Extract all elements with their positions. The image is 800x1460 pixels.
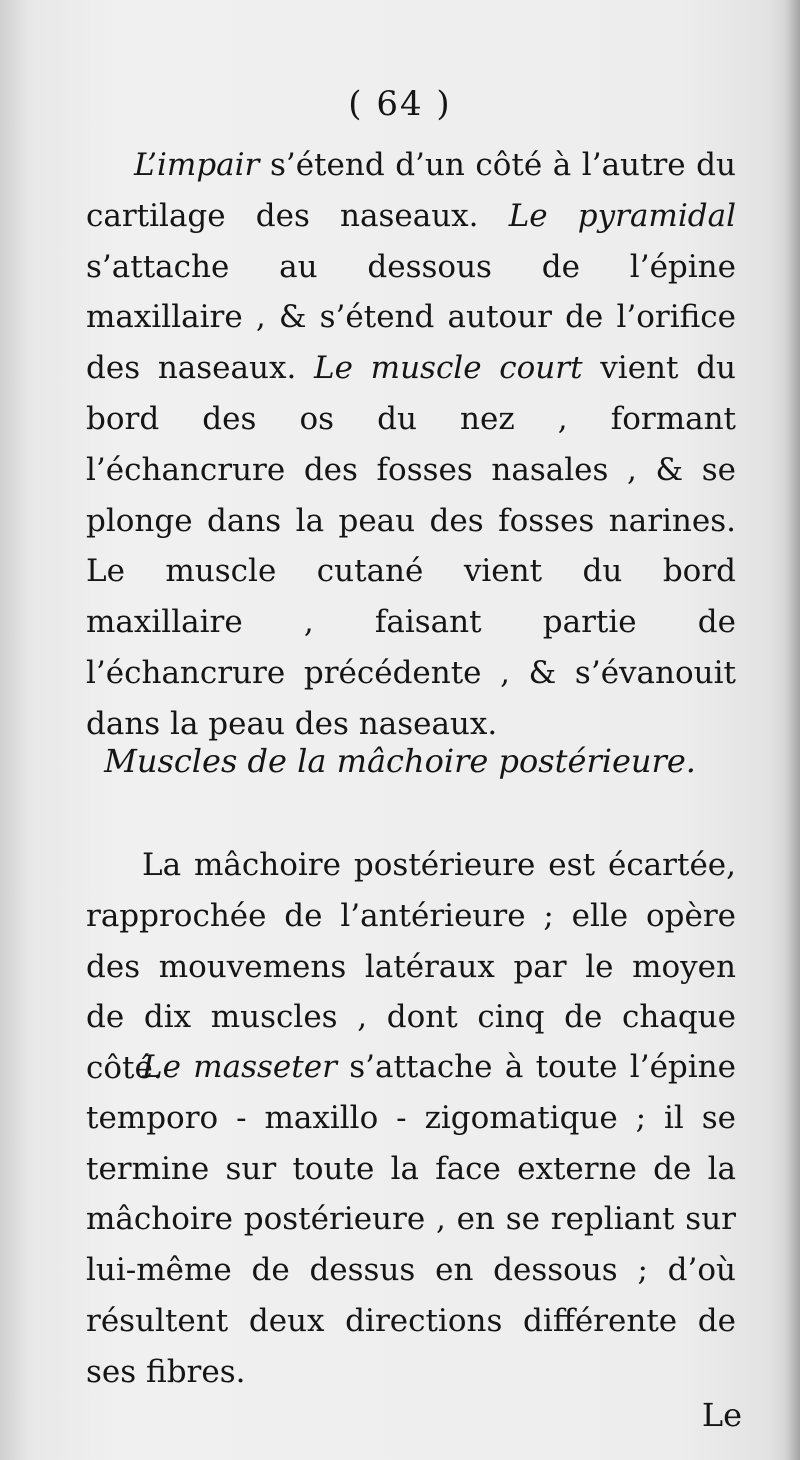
term-impair: L’impair bbox=[134, 147, 260, 183]
paragraph-jaw-movement: La mâchoire postérieure est écartée, rapprochée de l’antérieure ; elle opère des mouvemens latéraux par le moyen de dix muscles , dont cinq de chaque côté. bbox=[86, 847, 736, 1087]
text-masseter: s’attache à toute l’épine temporo - maxillo - zigomatique ; il se termine sur toute la face externe de la mâchoire postérieure , en se repliant sur lui-même de dessus en dessous ; d’où résultent deux directions différente de ses fibres. bbox=[86, 1049, 736, 1390]
term-masseter: Le masseter bbox=[142, 1049, 337, 1085]
section-heading: Muscles de la mâchoire postérieure. bbox=[104, 742, 696, 780]
term-pyramidal: Le pyramidal bbox=[508, 197, 736, 234]
text-muscle-court: vient du bord des os du nez , formant l’échancrure des fosses nasales , & se plonge dans la peau des fosses narines. Le muscle cutané vient du bord maxillaire , faisant partie de l’échancrure précédente , & s’évanouit dans la peau des naseaux. bbox=[86, 350, 737, 742]
page-number: ( 64 ) bbox=[348, 84, 452, 124]
term-muscle-court: Le muscle court bbox=[314, 350, 583, 387]
paragraph-nose-muscles bbox=[86, 140, 736, 750]
page-edge-shadow bbox=[786, 0, 800, 1460]
catchword: Le bbox=[701, 1396, 742, 1434]
text-pyramidal: s’attache au dessous de l’épine maxillaire , & s’étend autour de l’orifice des naseaux. bbox=[86, 248, 736, 387]
text-impair: s’étend d’un côté à l’autre du cartilage des naseaux. bbox=[86, 147, 736, 234]
paragraph-masseter bbox=[86, 1042, 736, 1398]
